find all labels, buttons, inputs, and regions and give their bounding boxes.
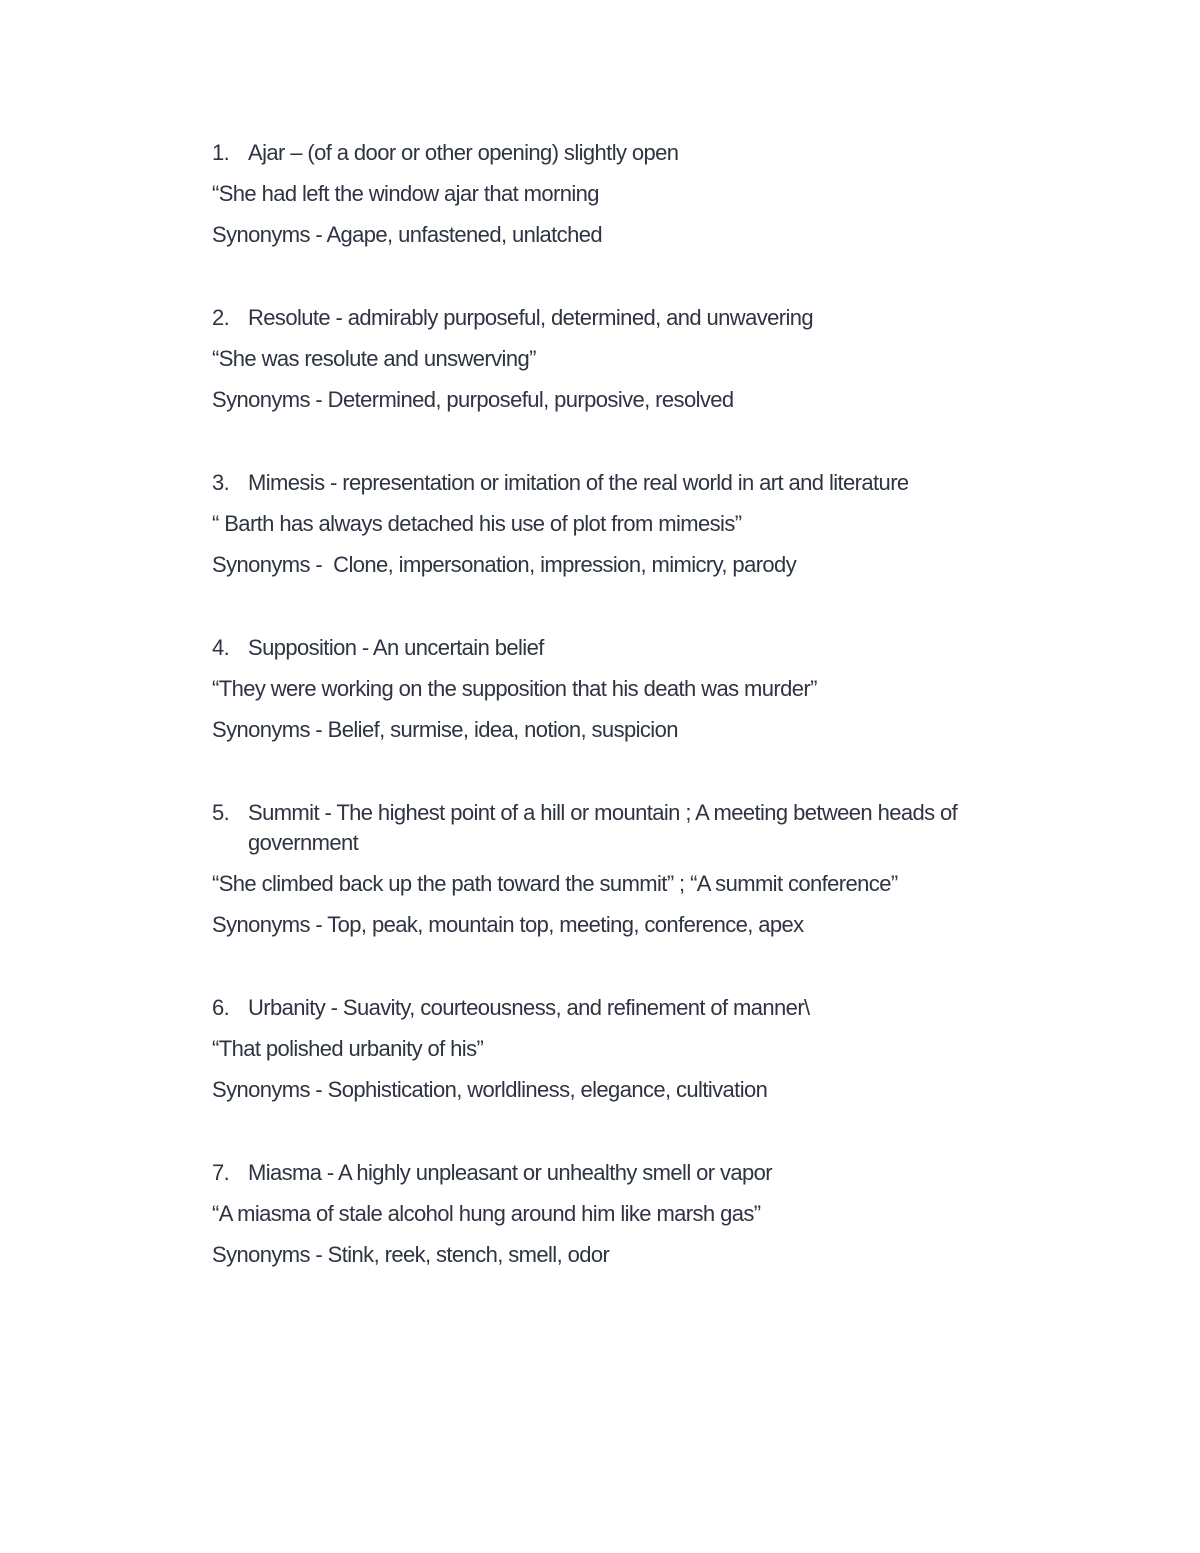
vocab-entry (212, 138, 1052, 261)
entry-synonyms: Synonyms - Clone, impersonation, impression, mimicry, parody (212, 552, 797, 577)
entry-synonyms: Synonyms - Agape, unfastened, unlatched (212, 222, 602, 247)
entry-synonyms: Synonyms - Sophistication, worldliness, elegance, cultivation (212, 1077, 768, 1102)
vocab-entry (212, 633, 1052, 756)
entry-heading (212, 993, 1052, 1034)
entry-heading (212, 303, 1052, 344)
entry-synonyms: Synonyms - Stink, reek, stench, smell, odor (212, 1242, 610, 1267)
entry-number: 3. (212, 470, 230, 495)
vocab-entry (212, 798, 1052, 951)
vocab-entry (212, 1158, 1052, 1281)
entry-definition: Resolute - admirably purposeful, determined, and unwavering (248, 305, 814, 330)
entry-definition: Supposition - An uncertain belief (248, 635, 544, 660)
entry-heading (212, 798, 1052, 869)
entry-number: 7. (212, 1160, 230, 1185)
entry-number: 1. (212, 140, 230, 165)
entry-heading (212, 1158, 1052, 1199)
entry-synonyms: Synonyms - Determined, purposeful, purposive, resolved (212, 387, 734, 412)
vocab-entry (212, 468, 1052, 591)
entry-example: “That polished urbanity of his” (212, 1036, 484, 1061)
entry-definition: Urbanity - Suavity, courteousness, and refinement of manner\ (248, 995, 810, 1020)
entry-example: “She had left the window ajar that morning (212, 181, 599, 206)
vocab-entry (212, 993, 1052, 1116)
entry-heading (212, 138, 1052, 179)
entry-definition: Ajar – (of a door or other opening) slightly open (248, 140, 679, 165)
entry-number: 5. (212, 800, 230, 825)
entry-definition: Summit - The highest point of a hill or mountain ; A meeting between heads of government (248, 800, 958, 855)
vocabulary-list (212, 138, 1052, 1323)
entry-example: “She climbed back up the path toward the summit” ; “A summit conference” (212, 871, 898, 896)
entry-example: “She was resolute and unswerving” (212, 346, 536, 371)
entry-example: “ Barth has always detached his use of plot from mimesis” (212, 511, 742, 536)
entry-heading (212, 633, 1052, 674)
entry-heading (212, 468, 1052, 509)
entry-number: 2. (212, 305, 230, 330)
entry-definition: Mimesis - representation or imitation of the real world in art and literature (248, 470, 909, 495)
entry-example: “They were working on the supposition that his death was murder” (212, 676, 817, 701)
entry-definition: Miasma - A highly unpleasant or unhealthy smell or vapor (248, 1160, 773, 1185)
entry-number: 4. (212, 635, 230, 660)
entry-number: 6. (212, 995, 230, 1020)
entry-synonyms: Synonyms - Top, peak, mountain top, meeting, conference, apex (212, 912, 804, 937)
vocab-entry (212, 303, 1052, 426)
entry-synonyms: Synonyms - Belief, surmise, idea, notion, suspicion (212, 717, 678, 742)
entry-example: “A miasma of stale alcohol hung around him like marsh gas” (212, 1201, 761, 1226)
